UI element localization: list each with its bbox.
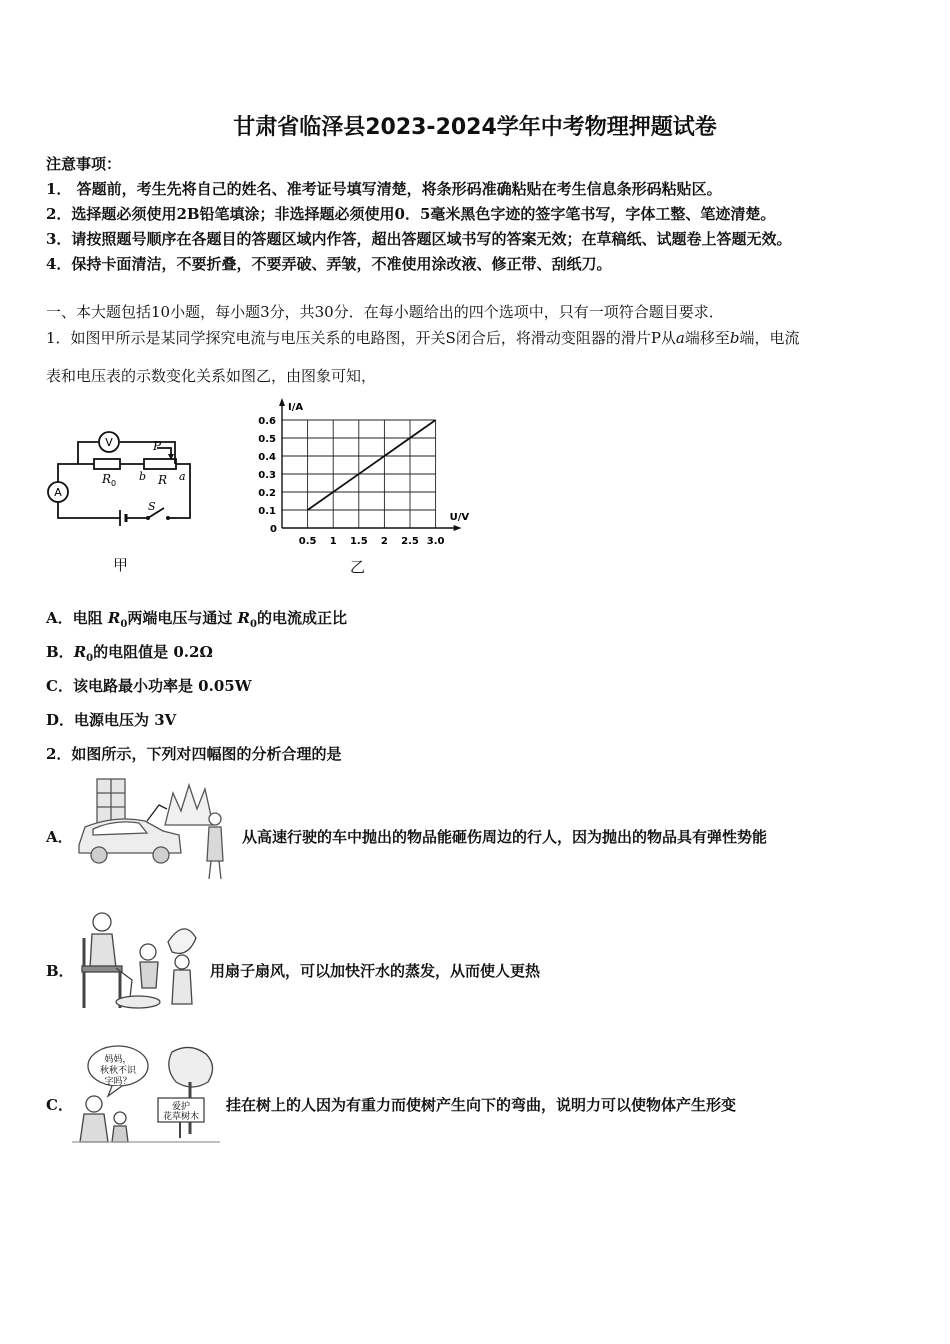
page-title: 甘肃省临泽县2023-2024学年中考物理押题试卷 [233, 115, 717, 140]
tree-canopy [169, 1047, 213, 1087]
q1-option-d-label: D． [46, 711, 75, 729]
y-tick-label: 0.2 [258, 488, 276, 499]
speech-bubble-text-2: 秋秋不识 [99, 1066, 137, 1076]
q2-option-b-text: 用扇子扇风，可以加快汗水的蒸发，从而使人更热 [210, 962, 541, 980]
p-label: P [153, 439, 162, 453]
q2-option-a-label[interactable]: A． [46, 828, 73, 846]
q1-option-d-text: 电源电压为 3V [74, 711, 177, 729]
r0-label: R [102, 472, 112, 486]
q1-option-c-text: 该电路最小功率是 0.05W [72, 677, 252, 695]
mother-body [80, 1114, 108, 1142]
switch-contact [166, 516, 170, 520]
r0-sub-label: 0 [111, 479, 117, 488]
s-label: S [148, 500, 156, 513]
child-head [140, 944, 156, 960]
q1-var-b: b [729, 329, 740, 347]
voltmeter-label: V [105, 436, 113, 449]
q1-option-b-sub: 0 [86, 653, 94, 664]
y-axis-label: I/A [288, 402, 304, 413]
speech-bubble-text-1: 妈妈， [104, 1055, 132, 1065]
resistor-r0-symbol [94, 459, 120, 469]
a-label: a [179, 470, 186, 483]
q2-stem: 2．如图所示，下列对四幅图的分析合理的是 [46, 745, 342, 763]
seated-person-head [93, 913, 111, 931]
r-label: R [158, 473, 168, 487]
car-wheel [153, 847, 169, 863]
car-throwing-illustration [75, 775, 240, 887]
x-axis-label: U/V [449, 512, 470, 523]
pedestrian-body [207, 827, 223, 861]
ammeter-label: A [54, 486, 62, 499]
tree-sign-illustration [72, 1042, 220, 1144]
q2-option-c-text: 挂在树上的人因为有重力而使树产生向下的弯曲，说明力可以使物体产生形变 [226, 1096, 737, 1114]
circuit-wire [58, 464, 94, 480]
x-tick-label: 1 [329, 536, 337, 547]
y-axis-arrow [279, 398, 285, 406]
thrown-object-arrow [147, 805, 167, 821]
x-tick-label: 2 [380, 536, 388, 547]
q1-option-a[interactable] [46, 607, 347, 630]
q1-option-c-label: C． [46, 677, 73, 695]
q1-stem-part3: 端，电流 [739, 329, 800, 347]
q1-stem-line2: 表和电压表的示数变化关系如图乙，由图象可知， [46, 367, 377, 385]
child-body [112, 1126, 128, 1142]
fan-shape [168, 929, 196, 953]
q1-option-c[interactable] [46, 675, 252, 696]
q1-option-a-text: 的电流成正比 [256, 609, 347, 627]
notice-heading: 注意事项： [46, 155, 122, 173]
origin-label: 0 [270, 524, 277, 535]
x-tick-label: 3.0 [426, 536, 445, 547]
q1-option-a-sub: 0 [250, 619, 257, 630]
y-tick-label: 0.3 [258, 470, 276, 481]
q1-option-b[interactable] [46, 641, 213, 664]
basin-shape [116, 996, 160, 1008]
q1-option-a-var: R [237, 609, 251, 627]
circuit-diagram [40, 420, 210, 530]
circuit-wire [120, 442, 175, 464]
sign-text-1: 爱护 [171, 1102, 191, 1112]
x-tick-label: 0.5 [298, 536, 317, 547]
q1-stem-part1: 1．如图甲所示是某同学探究电流与电压关系的电路图，开关S闭合后，将滑动变阻器的滑片P从 [46, 329, 676, 347]
b-label: b [139, 470, 147, 483]
x-axis-arrow [454, 525, 462, 531]
notice-item-1: 1． 答题前，考生先将自己的姓名、准考证号填写清楚，将条形码准确粘贴在考生信息条形码粘贴区。 [46, 180, 722, 198]
figure-jia-caption: 甲 [113, 556, 129, 574]
child-body [140, 962, 158, 988]
switch-contact [146, 516, 150, 520]
notice-item-3: 3．请按照题号顺序在各题目的答题区域内作答，超出答题区域书写的答案无效；在草稿纸、试题卷上答题无效。 [46, 230, 792, 248]
q1-option-a-text: 电阻 [72, 609, 108, 627]
q2-option-c-label[interactable]: C． [46, 1096, 73, 1114]
y-tick-label: 0.4 [258, 452, 276, 463]
series-line-i-u [308, 420, 436, 510]
y-tick-label: 0.5 [258, 434, 276, 445]
section-1-header: 一、本大题包括10小题，每小题3分，共30分．在每小题给出的四个选项中，只有一项符合题目要求． [46, 303, 724, 321]
iu-graph [250, 395, 470, 555]
q1-option-b-var: R [73, 643, 87, 661]
q1-option-b-text: 的电阻值是 0.2Ω [93, 643, 213, 661]
pedestrian-head [209, 813, 221, 825]
y-tick-label: 0.6 [258, 416, 276, 427]
fanning-person-head [175, 955, 189, 969]
notice-item-4: 4．保持卡面清洁，不要折叠，不要弄破、弄皱，不准使用涂改液、修正带、刮纸刀。 [46, 255, 612, 273]
fanning-person-body [172, 970, 192, 1004]
q1-option-b-label: B． [46, 643, 74, 661]
q1-stem-line1 [46, 327, 800, 348]
x-tick-label: 2.5 [401, 536, 419, 547]
q1-option-a-text: 两端电压与通过 [127, 609, 238, 627]
y-tick-label: 0.1 [258, 506, 276, 517]
chair-seat [82, 966, 122, 972]
q1-option-d[interactable] [46, 709, 176, 730]
figure-yi-caption: 乙 [350, 558, 366, 576]
q1-option-a-sub: 0 [120, 619, 128, 630]
circuit-wire [58, 502, 120, 518]
fan-illustration [72, 908, 208, 1018]
rheostat-symbol [144, 459, 176, 469]
mother-head [86, 1096, 102, 1112]
q1-option-a-label: A． [46, 609, 73, 627]
seated-person-body [90, 934, 116, 968]
sign-text-2: 花草树木 [162, 1112, 200, 1122]
tree-shape [165, 785, 213, 825]
graph-series [308, 420, 436, 510]
q1-stem-part2: 端移至 [684, 329, 730, 347]
car-wheel [91, 847, 107, 863]
x-tick-label: 1.5 [349, 536, 368, 547]
q2-option-b-label[interactable]: B． [46, 962, 74, 980]
q1-option-a-var: R [107, 609, 121, 627]
q1-var-a: a [675, 329, 685, 347]
child-head [114, 1112, 126, 1124]
speech-bubble-text-3: 字吗？ [104, 1077, 132, 1087]
notice-item-2: 2．选择题必须使用2B铅笔填涂；非选择题必须使用0．5毫米黑色字迹的签字笔书写，字体工整、笔迹清楚。 [46, 205, 776, 223]
circuit-wire [78, 442, 98, 464]
q2-option-a-text: 从高速行驶的车中抛出的物品能砸伤周边的行人，因为抛出的物品具有弹性势能 [242, 828, 768, 846]
